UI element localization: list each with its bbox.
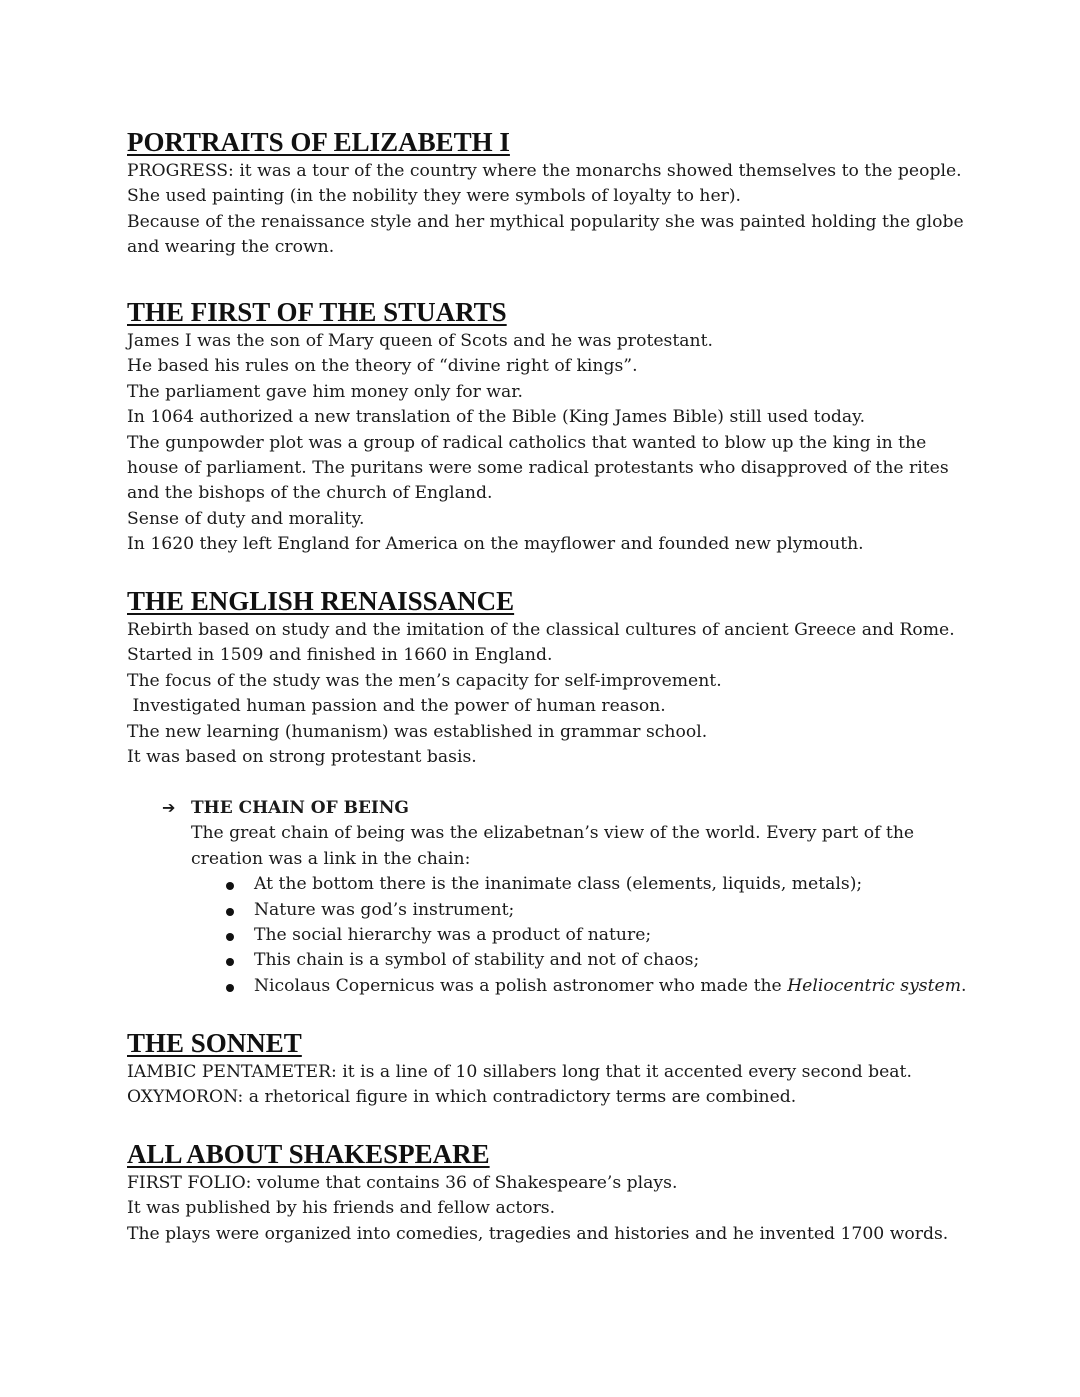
section-heading: THE ENGLISH RENAISSANCE xyxy=(127,586,515,616)
section-heading: PORTRAITS OF ELIZABETH I xyxy=(127,127,510,157)
bullet-icon xyxy=(226,958,234,966)
list-item xyxy=(224,898,982,923)
list-item-text: Nicolaus Copernicus was a polish astronomer who made the xyxy=(254,975,788,996)
paragraph-line: The plays were organized into comedies, tragedies and histories and he invented 1700 words. xyxy=(127,1223,949,1244)
list-item-text: Nature was god’s instrument; xyxy=(254,899,515,920)
paragraph-line: IAMBIC PENTAMETER: it is a line of 10 sillabers long that it accented every second beat. xyxy=(127,1062,912,1082)
paragraph-line: In 1064 authorized a new translation of the Bible (King James Bible) still used today. xyxy=(127,407,866,428)
bullet-icon xyxy=(226,882,234,890)
paragraph-line: Sense of duty and morality. xyxy=(127,508,365,529)
paragraph-line: It was based on strong protestant basis. xyxy=(127,747,477,768)
paragraph-line: He based his rules on the theory of “divine right of kings”. xyxy=(127,356,638,377)
bullet-list xyxy=(162,872,982,999)
section-heading: THE SONNET xyxy=(127,1028,302,1058)
paragraph-line: Because of the renaissance style and her mythical popularity she was painted holding the globe xyxy=(127,211,964,232)
bullet-icon xyxy=(226,984,234,992)
paragraph-line: Started in 1509 and finished in 1660 in England. xyxy=(127,645,553,666)
section-the-sonnet xyxy=(127,1028,1007,1111)
paragraph-line: Investigated human passion and the power of human reason. xyxy=(127,696,666,717)
list-item-suffix: . xyxy=(961,975,967,996)
list-item xyxy=(224,872,982,897)
paragraph-line: James I was the son of Mary queen of Scots and he was protestant. xyxy=(127,331,713,351)
section-heading: ALL ABOUT SHAKESPEARE xyxy=(127,1139,490,1169)
paragraph-line: Rebirth based on study and the imitation of the classical cultures of ancient Greece and Rome. xyxy=(127,620,955,640)
arrow-right-icon: ➔ xyxy=(162,798,176,817)
subsection-chain-of-being xyxy=(162,795,982,999)
section-portraits-of-elizabeth xyxy=(127,127,1007,261)
paragraph-line: In 1620 they left England for America on the mayflower and founded new plymouth. xyxy=(127,534,864,555)
list-item xyxy=(224,948,982,973)
subsection-heading xyxy=(162,795,982,821)
section-first-of-the-stuarts xyxy=(127,297,1007,558)
subsection-title: THE CHAIN OF BEING xyxy=(191,798,409,818)
paragraph-line: PROGRESS: it was a tour of the country where the monarchs showed themselves to the people. xyxy=(127,161,962,181)
paragraph-line: FIRST FOLIO: volume that contains 36 of Shakespeare’s plays. xyxy=(127,1173,678,1193)
paragraph-line: The gunpowder plot was a group of radical catholics that wanted to blow up the king in the xyxy=(127,432,927,453)
paragraph-line: and wearing the crown. xyxy=(127,237,335,258)
bullet-icon xyxy=(226,908,234,916)
paragraph-line: OXYMORON: a rhetorical figure in which contradictory terms are combined. xyxy=(127,1087,797,1108)
bullet-icon xyxy=(226,933,234,941)
list-item-text: This chain is a symbol of stability and not of chaos; xyxy=(254,950,700,971)
paragraph-line: and the bishops of the church of England. xyxy=(127,483,493,504)
paragraph-line: creation was a link in the chain: xyxy=(191,848,471,869)
section-english-renaissance xyxy=(127,586,1007,770)
paragraph-line: The new learning (humanism) was established in grammar school. xyxy=(127,721,708,742)
paragraph-line: The great chain of being was the elizabetnan’s view of the world. Every part of the xyxy=(191,823,915,844)
list-item xyxy=(224,923,982,948)
paragraph-line: The parliament gave him money only for war. xyxy=(127,381,523,402)
section-all-about-shakespeare xyxy=(127,1139,1007,1247)
list-item-text: The social hierarchy was a product of nature; xyxy=(254,925,652,946)
paragraph-line: She used painting (in the nobility they were symbols of loyalty to her). xyxy=(127,186,742,207)
paragraph-line: house of parliament. The puritans were some radical protestants who disapproved of the rites xyxy=(127,458,949,479)
section-heading: THE FIRST OF THE STUARTS xyxy=(127,297,507,327)
list-item xyxy=(224,974,982,999)
paragraph-line: It was published by his friends and fellow actors. xyxy=(127,1198,556,1219)
list-item-text: At the bottom there is the inanimate class (elements, liquids, metals); xyxy=(254,874,863,895)
emphasized-term: Heliocentric system xyxy=(787,975,961,996)
paragraph-line: The focus of the study was the men’s capacity for self-improvement. xyxy=(127,670,722,691)
